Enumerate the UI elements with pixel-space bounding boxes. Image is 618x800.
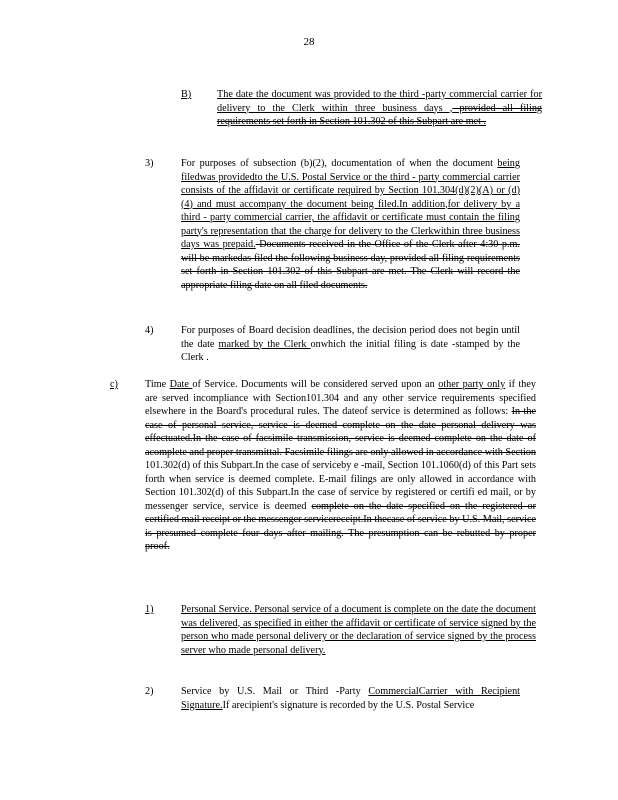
- item-3-label: 3): [145, 158, 154, 169]
- page-number: 28: [303, 36, 315, 48]
- item-4-label: 4): [145, 325, 154, 336]
- item-c-segment: Time: [145, 379, 170, 390]
- item-c-label: c): [110, 379, 118, 390]
- item-4-segment: onwhich the initial filing is date -stamped by the Clerk .: [181, 338, 520, 363]
- item-b-text: [217, 88, 542, 129]
- item-c2-segment: If arecipient's signature is recorded by the U.S. Postal Service: [222, 699, 475, 711]
- item-c2-segment: Service by U.S. Mail or Third -Party: [181, 686, 369, 697]
- item-c1-label: 1): [145, 604, 154, 615]
- item-3-segment: Documents received in the Office of the Clerk after 4:30 p.m. will be markedas filed the following business day, provided all filing requirements set forth in Section 101.302 of this Subpart are met. The Clerk will record the appropriate filing date on all filed documents.: [181, 239, 520, 291]
- item-4-segment: marked by the Clerk: [218, 338, 311, 350]
- item-c2-segment: CommercialCarrier with Recipient Signature.: [181, 686, 520, 711]
- item-4-segment: For purposes of Board decision deadlines, the decision period does not begin until the date: [181, 325, 520, 350]
- item-3-segment: being filedwas providedto the U.S. Postal Service or the third - party commercial carrier consists of the affidavit or certificate required by Section 101.304(d)(2)(A) or (d)(4) and must accompany the document being filed.In addition,for delivery by a third - party commercial carrier, the affidavit or certificate must contain the filing party's representation that the charge for delivery to the Clerkwithin three business days was prepaid.: [181, 158, 520, 250]
- item-4-text: [181, 324, 520, 365]
- item-c-segment: complete on the date specified on the registered or certified mail receipt or the messenger servicereceipt.In thecase of service by U.S. Mail, service is presumed complete four days after mailing. The presumption can be rebutted by proper proof.: [145, 500, 536, 552]
- item-b-segment: provided all filing requirements set forth in Section 101.302 of this Subpart are met .: [217, 102, 543, 127]
- item-c-segment: Date: [169, 379, 193, 390]
- item-c-segment: 101.302(d) of this Subpart.In the case of serviceby e -mail, Section 101.1060(d) of this Part sets forth when service is deemed complete. E-mail filings are only allowed in accordance with Section 101.302(d) of this Subpart.In the case of service by registered or certifi ed mail, or by messenger service, service is deemed: [145, 460, 536, 512]
- item-c1-text: [181, 603, 536, 657]
- item-b-label: B): [181, 89, 192, 100]
- item-c-segment: In the case of personal service, service is deemed complete on the date personal delivery was effectuated.In the case of facsimile transmission, service is deemed complete on the date of acomplete and proper transmittal. Facsimile filings are only allowed in accordance with Section: [145, 406, 536, 458]
- item-c1-segment: Personal Service. Personal service of a document is complete on the date the document was delivered, as specified in either the affidavit or certificate of service signed by the person who made personal delivery or the declaration of service signed by the process server who made personal delivery.: [181, 604, 536, 656]
- item-c2-label: 2): [145, 686, 154, 697]
- item-3-segment: For purposes of subsection (b)(2), documentation of when the document: [181, 158, 498, 169]
- item-c-text: [145, 378, 536, 554]
- item-c-segment: of Service. Documents will be considered served upon an: [192, 379, 439, 390]
- item-b-segment: The date the document was provided to the third -party commercial carrier for delivery to the Clerk within three business days ,: [217, 89, 542, 114]
- item-c-segment: if they are served incompliance with Section101.304 and any other service requirements specified elsewhere in the Board's procedural rules. The dateof service is determined as follows:: [145, 379, 537, 417]
- item-c2-text: [181, 685, 520, 712]
- item-3-text: [181, 157, 520, 292]
- item-c-segment: other party only: [438, 379, 506, 390]
